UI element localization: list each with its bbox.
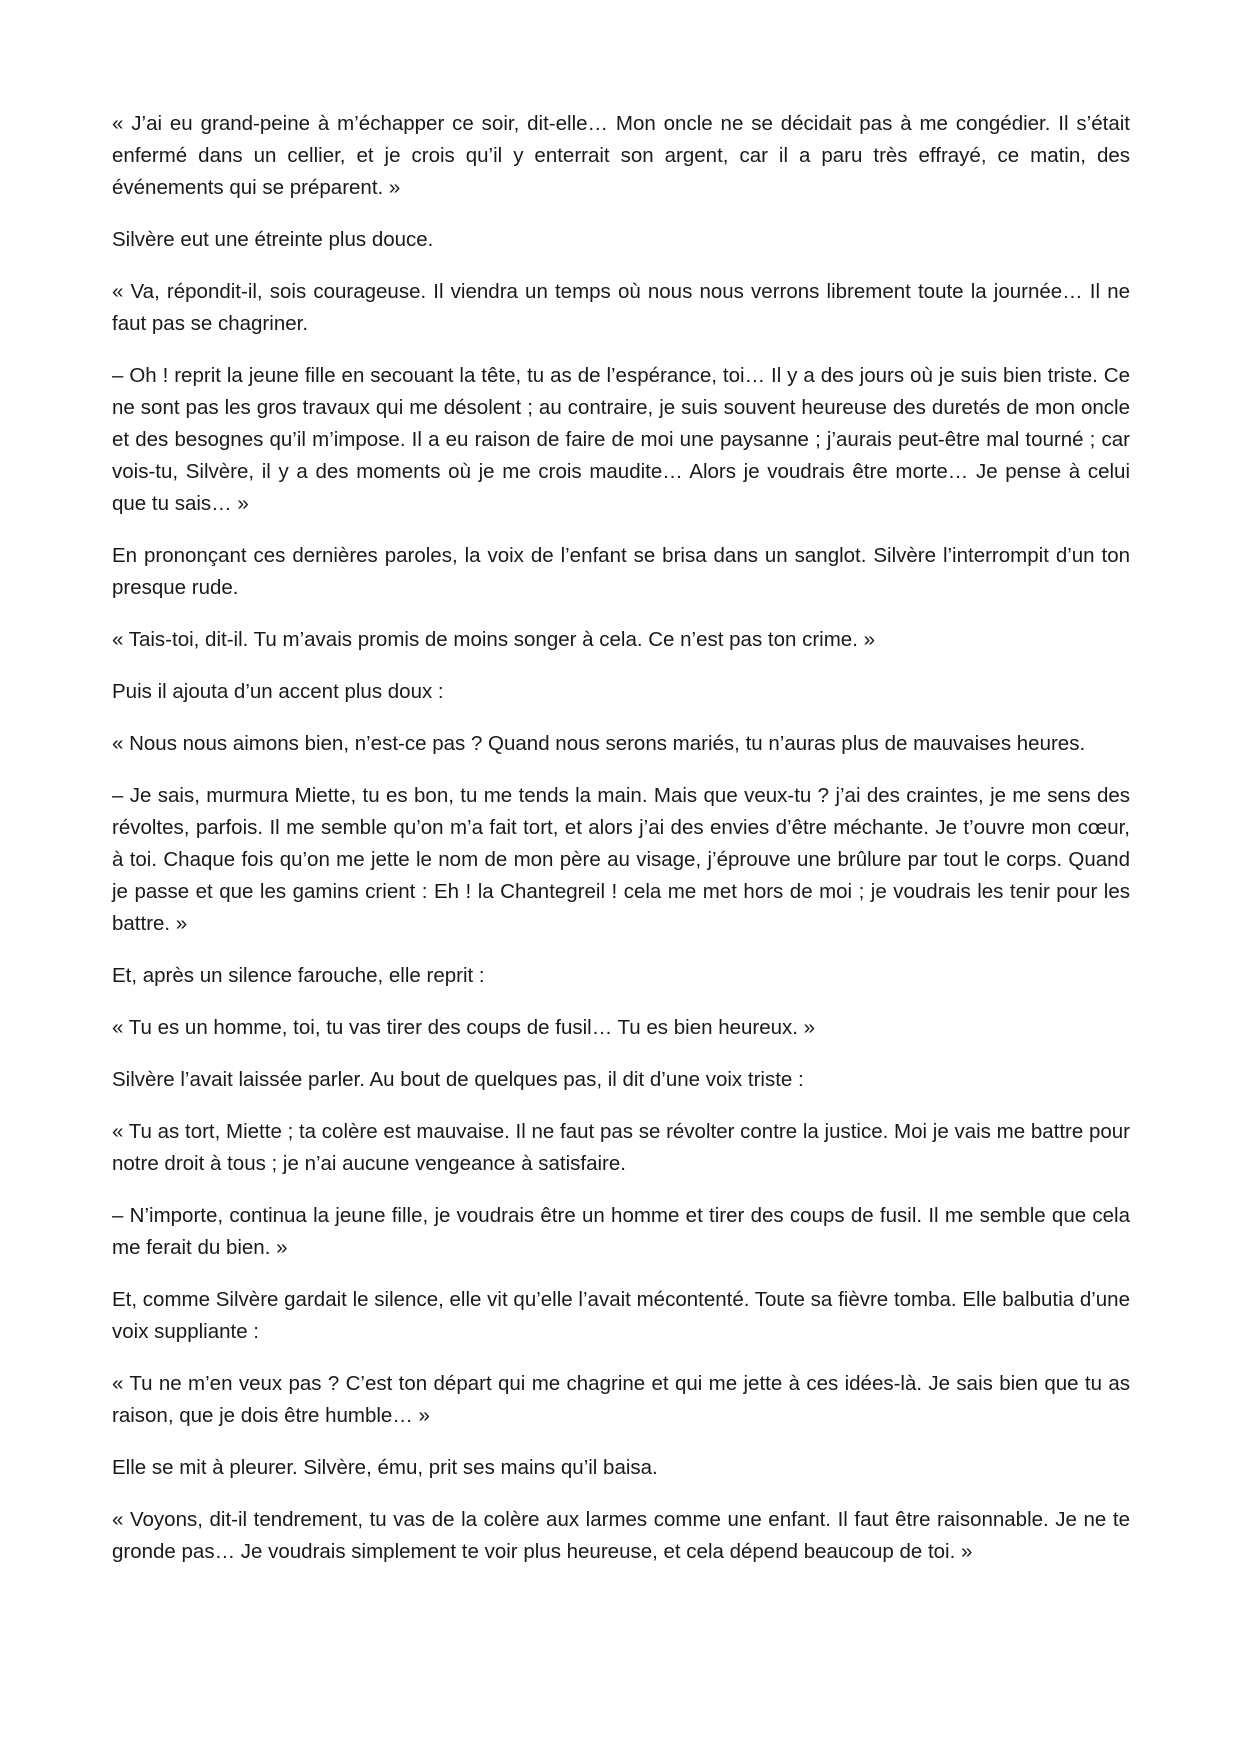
document-page [112, 108, 1130, 1588]
paragraph-17: Elle se mit à pleurer. Silvère, ému, prit ses mains qu’il baisa. [112, 1456, 658, 1479]
paragraph-14: – N’importe, continua la jeune fille, je voudrais être un homme et tirer des coups de fusil. Il me semble que cela me ferait du bien. » [112, 1204, 1130, 1259]
paragraph-3: « Va, répondit-il, sois courageuse. Il viendra un temps où nous nous verrons librement toute la journée… Il ne faut pas se chagriner. [112, 280, 1130, 335]
paragraph-2: Silvère eut une étreinte plus douce. [112, 228, 434, 251]
paragraph-5: En prononçant ces dernières paroles, la voix de l’enfant se brisa dans un sanglot. Silvère l’interrompit d’un ton presque rude. [112, 544, 1130, 599]
paragraph-6: « Tais-toi, dit-il. Tu m’avais promis de moins songer à cela. Ce n’est pas ton crime. » [112, 628, 875, 651]
paragraph-13: « Tu as tort, Miette ; ta colère est mauvaise. Il ne faut pas se révolter contre la justice. Moi je vais me battre pour notre droit à tous ; je n’ai aucune vengeance à satisfaire. [112, 1120, 1130, 1175]
paragraph-8: « Nous nous aimons bien, n’est-ce pas ? Quand nous serons mariés, tu n’auras plus de mauvaises heures. [112, 732, 1086, 755]
paragraph-18: « Voyons, dit-il tendrement, tu vas de la colère aux larmes comme une enfant. Il faut être raisonnable. Je ne te gronde pas… Je voudrais simplement te voir plus heureuse, et cela dépend beaucoup de toi. » [112, 1508, 1130, 1563]
paragraph-16: « Tu ne m’en veux pas ? C’est ton départ qui me chagrine et qui me jette à ces idées-là. Je sais bien que tu as raison, que je dois être humble… » [112, 1372, 1130, 1427]
paragraph-9: – Je sais, murmura Miette, tu es bon, tu me tends la main. Mais que veux-tu ? j’ai des craintes, je me sens des révoltes, parfois. Il me semble qu’on m’a fait tort, et alors j’ai des envies d’être méchante. Je t’ouvre mon cœur, à toi. Chaque fois qu’on me jette le nom de mon père au visage, j’éprouve une brûlure par tout le corps. Quand je passe et que les gamins crient : Eh ! la Chantegreil ! cela me met hors de moi ; je voudrais les tenir pour les battre. » [112, 784, 1130, 935]
paragraph-15: Et, comme Silvère gardait le silence, elle vit qu’elle l’avait mécontenté. Toute sa fièvre tomba. Elle balbutia d’une voix suppliante : [112, 1288, 1130, 1343]
paragraph-12: Silvère l’avait laissée parler. Au bout de quelques pas, il dit d’une voix triste : [112, 1068, 804, 1091]
paragraph-1: « J’ai eu grand-peine à m’échapper ce soir, dit-elle… Mon oncle ne se décidait pas à me congédier. Il s’était enfermé dans un cellier, et je crois qu’il y enterrait son argent, car il a paru très effrayé, ce matin, des événements qui se préparent. » [112, 112, 1130, 199]
paragraph-7: Puis il ajouta d’un accent plus doux : [112, 680, 444, 703]
paragraph-11: « Tu es un homme, toi, tu vas tirer des coups de fusil… Tu es bien heureux. » [112, 1016, 816, 1039]
paragraph-4: – Oh ! reprit la jeune fille en secouant la tête, tu as de l’espérance, toi… Il y a des jours où je suis bien triste. Ce ne sont pas les gros travaux qui me désolent ; au contraire, je suis souvent heureuse des duretés de mon oncle et des besognes qu’il m’impose. Il a eu raison de faire de moi une paysanne ; j’aurais peut-être mal tourné ; car vois-tu, Silvère, il y a des moments où je me crois maudite… Alors je voudrais être morte… Je pense à celui que tu sais… » [112, 364, 1130, 515]
paragraph-10: Et, après un silence farouche, elle reprit : [112, 964, 485, 987]
